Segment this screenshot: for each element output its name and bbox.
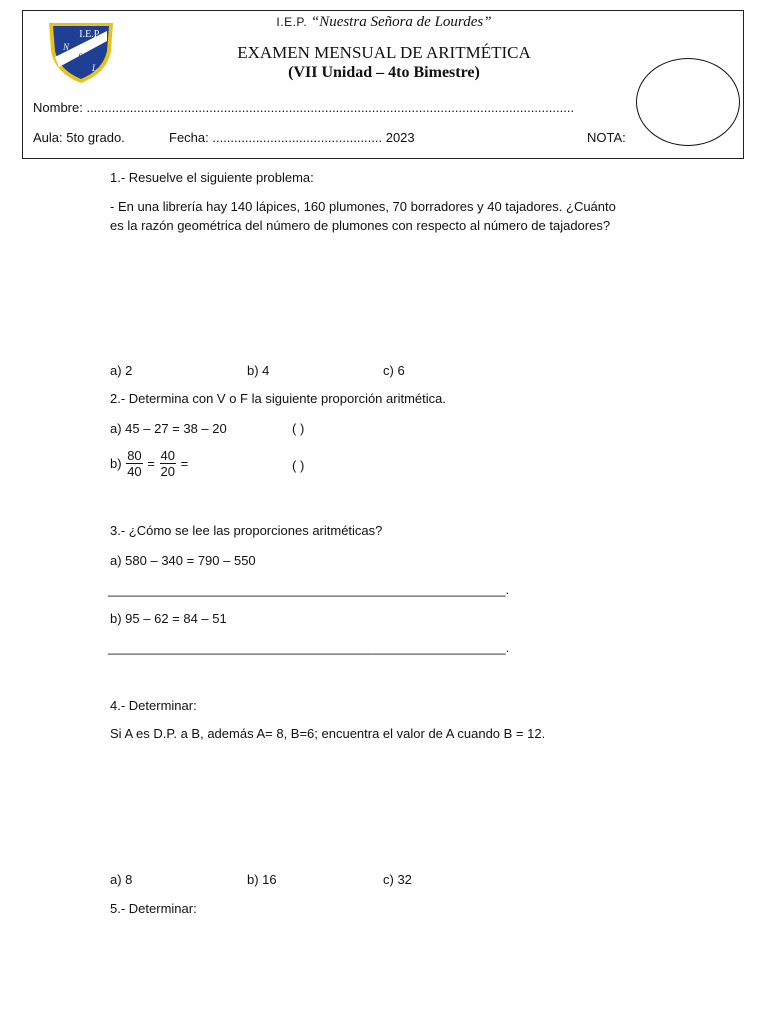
q2-item-b-prefix: b) (110, 456, 122, 471)
q3-item-a: a) 580 – 340 = 790 – 550 (110, 553, 256, 568)
q1-option-a[interactable]: a) 2 (110, 363, 133, 378)
q2-fraction-1-den: 40 (127, 464, 142, 479)
q4-option-a[interactable]: a) 8 (110, 872, 133, 887)
q5-heading: 5.- Determinar: (110, 901, 197, 916)
q2-fraction-1 (126, 448, 142, 479)
q2-equals: = (147, 456, 155, 471)
iep-label: I.E.P. (276, 15, 308, 29)
q2-item-b-answer[interactable]: ( ) (292, 458, 305, 473)
exam-subtitle: (VII Unidad – 4to Bimestre) (288, 64, 480, 81)
q2-equals-2: = (180, 456, 189, 471)
q4-option-b[interactable]: b) 16 (247, 872, 277, 887)
q1-heading: 1.- Resuelve el siguiente problema: (110, 170, 314, 185)
exam-title: EXAMEN MENSUAL DE ARITMÉTICA (237, 43, 531, 62)
q1-option-b[interactable]: b) 4 (247, 363, 270, 378)
q4-option-c[interactable]: c) 32 (383, 872, 412, 887)
nota-label: NOTA: (587, 130, 626, 145)
q2-item-a-answer[interactable]: ( ) (292, 421, 305, 436)
fecha-field[interactable]: Fecha: ............................................... 2023 (169, 130, 415, 145)
q4-heading: 4.- Determinar: (110, 698, 197, 713)
logo-letter-n: N (63, 42, 70, 52)
q3-item-b: b) 95 – 62 = 84 – 51 (110, 611, 227, 626)
q1-option-c[interactable]: c) 6 (383, 363, 405, 378)
q2-item-b (110, 448, 188, 479)
school-name: “Nuestra Señora de Lourdes” (310, 14, 492, 30)
logo-top-text: I.E.P. (79, 29, 101, 40)
q2-fraction-2-den: 20 (160, 464, 175, 479)
q2-heading: 2.- Determina con V o F la siguiente proporción aritmética. (110, 391, 446, 406)
q3-answer-line-b[interactable]: _______________________________________________________. (108, 640, 510, 655)
q2-fraction-2 (160, 448, 176, 479)
q4-text: Si A es D.P. a B, además A= 8, B=6; encuentra el valor de A cuando B = 12. (110, 726, 546, 741)
school-line (0, 14, 768, 31)
logo-letter-s: S (78, 52, 83, 62)
q2-fraction-2-num: 40 (160, 448, 175, 463)
q2-fraction-1-num: 80 (127, 448, 142, 463)
q1-text-line1: - En una librería hay 140 lápices, 160 plumones, 70 borradores y 40 tajadores. ¿Cuánto (110, 199, 616, 214)
q2-item-a: a) 45 – 27 = 38 – 20 (110, 421, 227, 436)
q3-answer-line-a[interactable]: _______________________________________________________. (108, 582, 510, 597)
aula-label: Aula: 5to grado. (33, 130, 125, 145)
nombre-field[interactable]: Nombre: ....................................................................................................................................... (33, 100, 575, 115)
grade-circle[interactable] (636, 58, 740, 146)
q3-heading: 3.- ¿Cómo se lee las proporciones aritméticas? (110, 523, 383, 538)
q1-text-line2: es la razón geométrica del número de plumones con respecto al número de tajadores? (110, 218, 611, 233)
logo-letter-l: L (92, 63, 98, 73)
